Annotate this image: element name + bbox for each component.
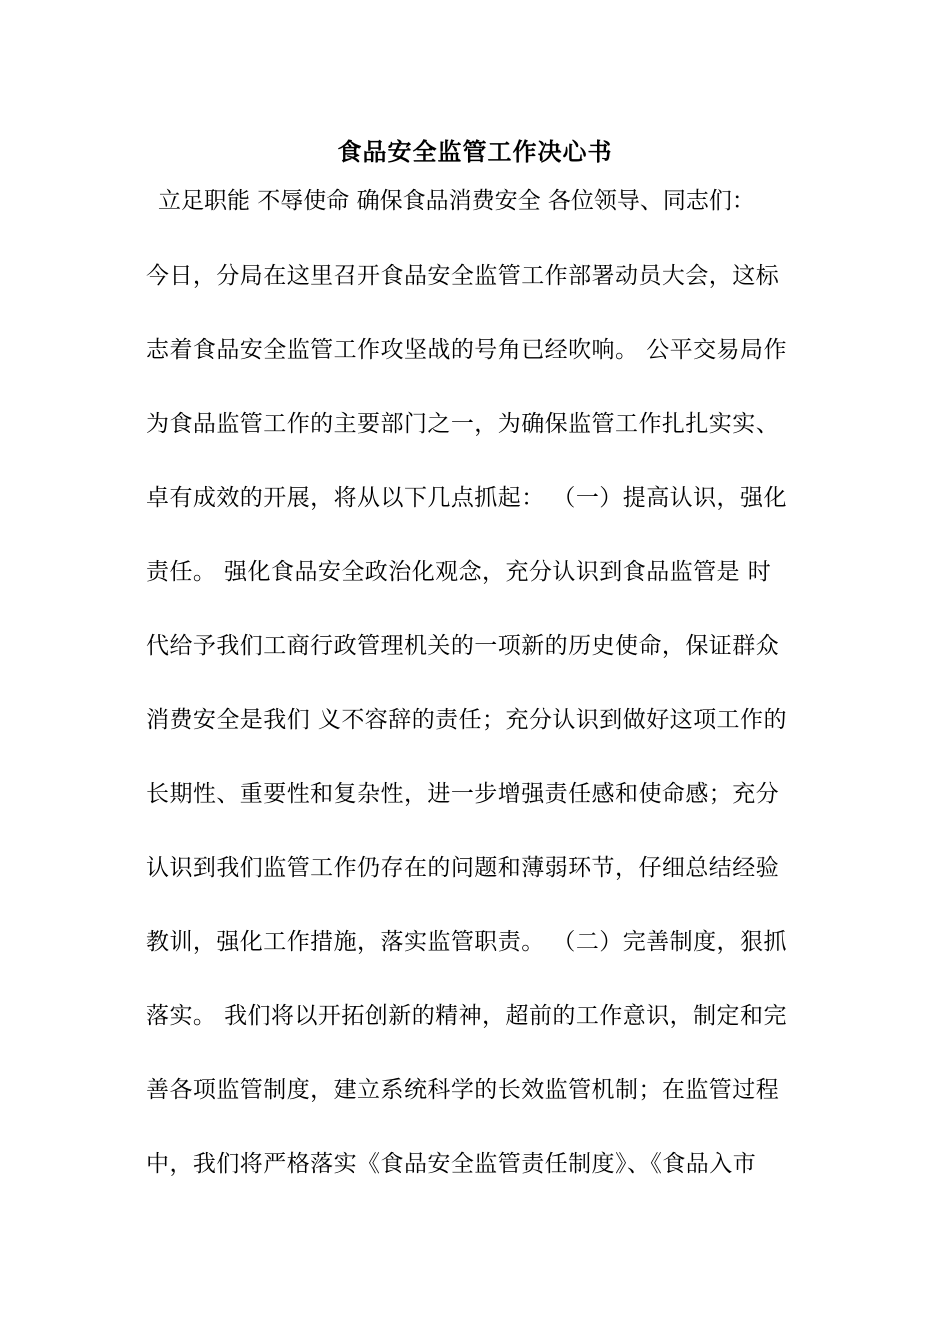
body-line-10: 教训，强化工作措施，落实监管职责。 （二）完善制度，狠抓 — [146, 929, 787, 955]
body-line-4: 卓有成效的开展，将从以下几点抓起： （一）提高认识，强化 — [146, 485, 787, 511]
body-line-5: 责任。 强化食品安全政治化观念，充分认识到食品监管是 时 — [146, 559, 772, 585]
body-line-3: 为食品监管工作的主要部门之一，为确保监管工作扎扎实实、 — [146, 411, 780, 437]
document-subtitle: 立足职能 不辱使命 确保食品消费安全 各位领导、同志们： — [158, 188, 755, 214]
body-line-11: 落实。 我们将以开拓创新的精神，超前的工作意识，制定和完 — [146, 1003, 787, 1029]
body-line-8: 长期性、重要性和复杂性，进一步增强责任感和使命感；充分 — [146, 781, 780, 807]
document-title: 食品安全监管工作决心书 — [337, 137, 613, 166]
body-line-7: 消费安全是我们 义不容辞的责任；充分认识到做好这项工作的 — [146, 707, 787, 733]
body-line-12: 善各项监管制度，建立系统科学的长效监管机制；在监管过程 — [146, 1077, 780, 1103]
body-line-1: 今日，分局在这里召开食品安全监管工作部署动员大会，这标 — [146, 263, 780, 289]
body-line-6: 代给予我们工商行政管理机关的一项新的历史使命，保证群众 — [146, 633, 780, 659]
body-line-9: 认识到我们监管工作仍存在的问题和薄弱环节，仔细总结经验 — [146, 855, 780, 881]
body-line-2: 志着食品安全监管工作攻坚战的号角已经吹响。 公平交易局作 — [146, 337, 787, 363]
body-line-13: 中，我们将严格落实《食品安全监管责任制度》、《食品入市 — [146, 1151, 757, 1177]
